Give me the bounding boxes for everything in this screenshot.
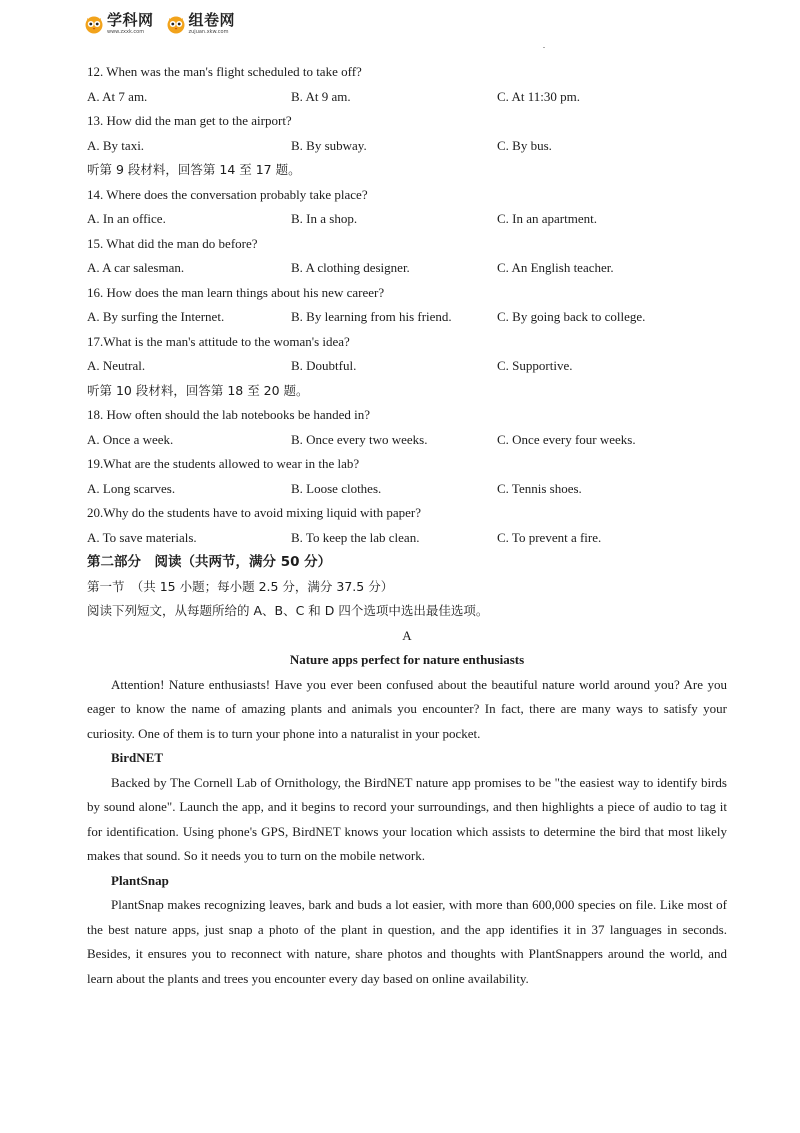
option-b: B. At 9 am. <box>291 88 351 104</box>
option-a: A. Neutral. <box>87 358 146 373</box>
question-options <box>87 207 727 232</box>
reading-instruction: 阅读下列短文，从每题所给的 A、B、C 和 D 四个选项中选出最佳选项。 <box>87 603 489 618</box>
option-c: C. Supportive. <box>497 358 573 373</box>
page-header <box>84 10 235 38</box>
listening-instruction-10: 听第 10 段材料，回答第 18 至 20 题。 <box>87 382 309 398</box>
zxxk-logo-name: 学科网 <box>107 11 154 29</box>
article-title: Nature apps perfect for nature enthusiasts <box>289 652 525 667</box>
zxxk-logo-url: www.zxxk.com <box>107 29 145 35</box>
plantsnap-paragraph: PlantSnap makes recognizing leaves, bark and buds a lot easier, with more than 600,000 species on file. Like most of the best nature apps, just snap a photo of the plant in question, and the app identifies it in 37 languages in seconds. Besides, it ensures you to reconnect with nature, share photos and thoughts with PlantSnappers around the world, and learn about the plants and trees you encounter every day based on online availability. <box>87 897 727 986</box>
question-text: 19.What are the students allowed to wear in the lab? <box>87 456 360 471</box>
plantsnap-heading: PlantSnap <box>111 872 169 888</box>
option-a: A. By surfing the Internet. <box>87 309 225 324</box>
option-b: B. A clothing designer. <box>291 260 410 275</box>
option-a: A. Once a week. <box>87 431 174 447</box>
option-b: B. Once every two weeks. <box>291 431 428 447</box>
question-options <box>87 477 727 502</box>
question-text: 16. How does the man learn things about his new career? <box>87 284 385 300</box>
question-text: 12. When was the man's flight scheduled to take off? <box>87 64 362 79</box>
option-b: B. To keep the lab clean. <box>291 529 420 545</box>
question-options <box>87 256 727 281</box>
option-b: B. Doubtful. <box>291 358 357 373</box>
option-b: B. In a shop. <box>291 211 358 226</box>
owl-logo-icon <box>166 14 186 34</box>
question-options <box>87 134 727 159</box>
option-c: C. At 11:30 pm. <box>497 88 580 104</box>
option-b: B. By subway. <box>291 137 367 153</box>
option-a: A. At 7 am. <box>87 88 148 104</box>
question-options <box>87 305 727 330</box>
option-a: A. By taxi. <box>87 137 145 153</box>
option-a: A. To save materials. <box>87 529 197 545</box>
zujuan-logo-url: zujuan.xkw.com <box>188 29 229 35</box>
passage-letter: A <box>402 627 412 643</box>
part-two-title: 第二部分 阅读（共两节，满分 50 分） <box>87 554 332 570</box>
question-text: 14. Where does the conversation probably take place? <box>87 186 368 202</box>
scan-speck <box>543 47 545 48</box>
option-c: C. Tennis shoes. <box>497 480 582 496</box>
question-options <box>87 526 727 551</box>
option-c: C. By bus. <box>497 137 552 153</box>
birdnet-paragraph: Backed by The Cornell Lab of Ornithology, the BirdNET nature app promises to be "the easiest way to identify birds by sound alone". Launch the app, and it begins to record your surroundings, and then highlights a piece of audio to tag it for identification. Using phone's GPS, BirdNET knows your location which assists to determine the bird that most likely makes that sound. So it needs you to turn on the mobile network. <box>87 774 727 863</box>
question-options <box>87 354 727 379</box>
option-b: B. Loose clothes. <box>291 480 382 496</box>
option-a: A. Long scarves. <box>87 480 176 496</box>
option-b: B. By learning from his friend. <box>291 309 452 324</box>
question-text: 15. What did the man do before? <box>87 235 258 251</box>
question-options <box>87 85 727 110</box>
option-c: C. By going back to college. <box>497 309 646 324</box>
option-c: C. Once every four weeks. <box>497 431 636 447</box>
question-text: 13. How did the man get to the airport? <box>87 113 292 128</box>
option-c: C. To prevent a fire. <box>497 529 602 545</box>
zujuan-logo-name: 组卷网 <box>188 11 236 29</box>
section-one-heading: 第一节 （共 15 小题；每小题 2.5 分，满分 37.5 分） <box>87 578 394 594</box>
question-text: 17.What is the man's attitude to the woman's idea? <box>87 333 350 349</box>
document-body <box>87 60 727 991</box>
question-text: 20.Why do the students have to avoid mixing liquid with paper? <box>87 505 421 520</box>
question-text: 18. How often should the lab notebooks be handed in? <box>87 407 371 422</box>
article-intro: Attention! Nature enthusiasts! Have you ever been confused about the beautiful nature world around you? Are you eager to know the name of amazing plants and animals you encounter? In fact, there are many ways to satisfy your curiosity. One of them is to turn your phone into a naturalist in your pocket. <box>87 676 727 741</box>
zxxk-logo <box>84 13 154 35</box>
option-a: A. A car salesman. <box>87 260 185 275</box>
zujuan-logo <box>166 13 236 35</box>
listening-instruction-9: 听第 9 段材料，回答第 14 至 17 题。 <box>87 162 301 177</box>
owl-logo-icon <box>84 14 104 34</box>
question-options <box>87 428 727 453</box>
option-a: A. In an office. <box>87 211 166 226</box>
option-c: C. In an apartment. <box>497 211 597 226</box>
option-c: C. An English teacher. <box>497 260 614 275</box>
birdnet-heading: BirdNET <box>111 750 164 765</box>
